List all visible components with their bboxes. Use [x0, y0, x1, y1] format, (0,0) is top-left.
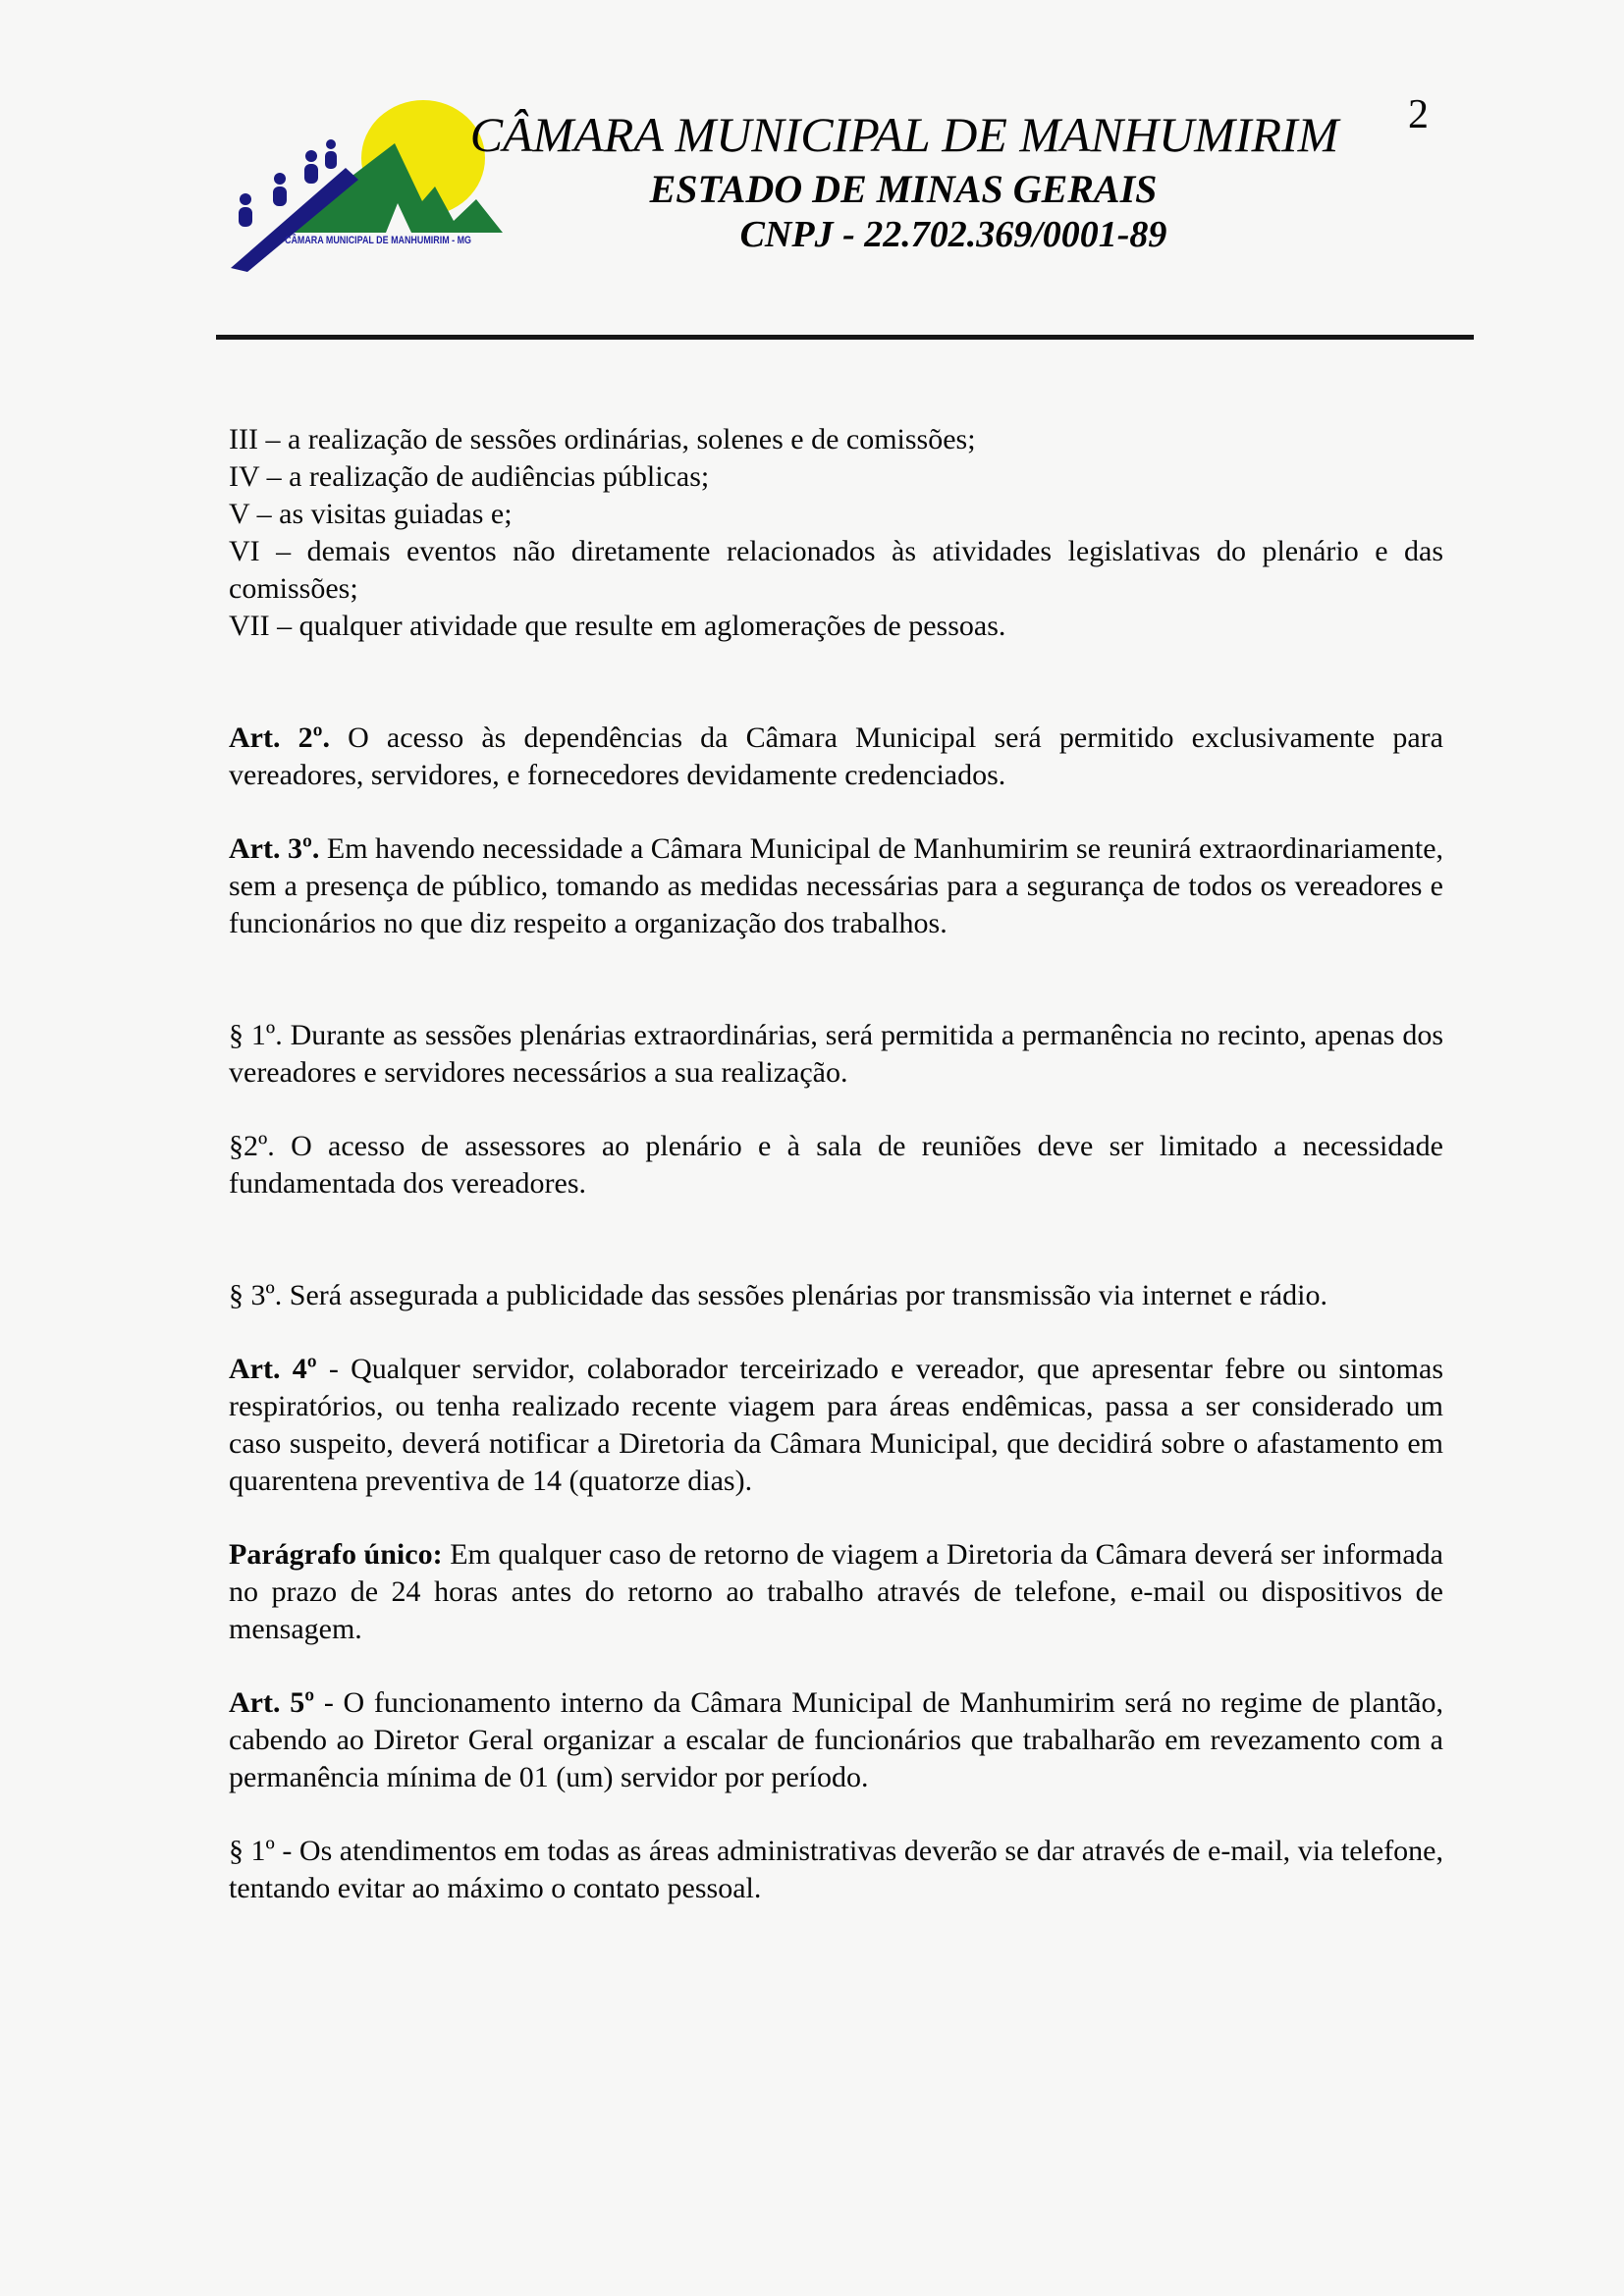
org-state: ESTADO DE MINAS GERAIS	[649, 167, 1158, 211]
paragraph-text: §2º. O acesso de assessores ao plenário e à sala de reuniões deve ser limitado a necessidade fundamentada dos vereadores.	[229, 1130, 1443, 1200]
paragraph-lead: Art. 3º.	[229, 832, 320, 865]
article-2	[229, 720, 1443, 794]
org-title: CÂMARA MUNICIPAL DE MANHUMIRIM	[469, 107, 1339, 162]
page-number: 2	[1408, 92, 1429, 137]
paragraph-text: VII – qualquer atividade que resulte em aglomerações de pessoas.	[229, 610, 1006, 642]
list-item-VII	[229, 608, 1443, 645]
paragraph-lead: Art. 2º.	[229, 721, 330, 754]
paragraph-text: § 1º - Os atendimentos em todas as áreas administrativas deverão se dar através de e-mail, via telefone, tentando evitar ao máximo o contato pessoal.	[229, 1835, 1443, 1904]
paragraph-text: V – as visitas guiadas e;	[229, 498, 513, 530]
paragraph-lead: Art. 5º	[229, 1686, 315, 1719]
paragraph-text: - O funcionamento interno da Câmara Municipal de Manhumirim será no regime de plantão, cabendo ao Diretor Geral organizar a escalar de funcionários que trabalharão em revezamento com a permanência mínima de 01 (um) servidor por período.	[229, 1686, 1443, 1793]
article-3-paragraph-3	[229, 1277, 1443, 1314]
document-body	[229, 421, 1443, 1907]
article-5-paragraph-1	[229, 1833, 1443, 1907]
list-item-V	[229, 496, 1443, 533]
header-divider	[216, 335, 1474, 340]
paragraph-lead: Parágrafo único:	[229, 1538, 443, 1571]
paragraph-text: VI – demais eventos não diretamente relacionados às atividades legislativas do plenário e das comissões;	[229, 535, 1443, 605]
article-4-sole-paragraph	[229, 1536, 1443, 1648]
article-3-paragraph-2	[229, 1128, 1443, 1202]
paragraph-text: IV – a realização de audiências públicas;	[229, 460, 710, 493]
article-5	[229, 1684, 1443, 1796]
article-3	[229, 830, 1443, 942]
paragraph-text: III – a realização de sessões ordinárias, solenes e de comissões;	[229, 423, 976, 455]
list-item-III	[229, 421, 1443, 458]
article-4	[229, 1351, 1443, 1500]
paragraph-text: - Qualquer servidor, colaborador terceirizado e vereador, que apresentar febre ou sintomas respiratórios, ou tenha realizado recente viagem para áreas endêmicas, passa a ser considerado um caso suspeito, deverá notificar a Diretoria da Câmara Municipal, que decidirá sobre o afastamento em quarentena preventiva de 14 (quatorze dias).	[229, 1353, 1443, 1497]
article-3-paragraph-1	[229, 1017, 1443, 1092]
paragraph-text: § 3º. Será assegurada a publicidade das sessões plenárias por transmissão via internet e rádio.	[229, 1279, 1327, 1311]
paragraph-text: Em qualquer caso de retorno de viagem a Diretoria da Câmara deverá ser informada no prazo de 24 horas antes do retorno ao trabalho através de telefone, e-mail ou dispositivos de mensagem.	[229, 1538, 1443, 1645]
list-item-IV	[229, 458, 1443, 496]
paragraph-text: O acesso às dependências da Câmara Municipal será permitido exclusivamente para vereadores, servidores, e fornecedores devidamente credenciados.	[229, 721, 1443, 791]
paragraph-text: Em havendo necessidade a Câmara Municipal de Manhumirim se reunirá extraordinariamente, sem a presença de público, tomando as medidas necessárias para a segurança de todos os vereadores e funcionários no que diz respeito a organização dos trabalhos.	[229, 832, 1444, 939]
list-item-VI	[229, 533, 1443, 608]
paragraph-lead: Art. 4º	[229, 1353, 317, 1385]
paragraph-text: § 1º. Durante as sessões plenárias extraordinárias, será permitida a permanência no recinto, apenas dos vereadores e servidores necessários a sua realização.	[229, 1019, 1443, 1089]
org-cnpj: CNPJ - 22.702.369/0001-89	[739, 214, 1167, 255]
logo-caption: CÂMARA MUNICIPAL DE MANHUMIRIM - MG	[285, 235, 514, 246]
